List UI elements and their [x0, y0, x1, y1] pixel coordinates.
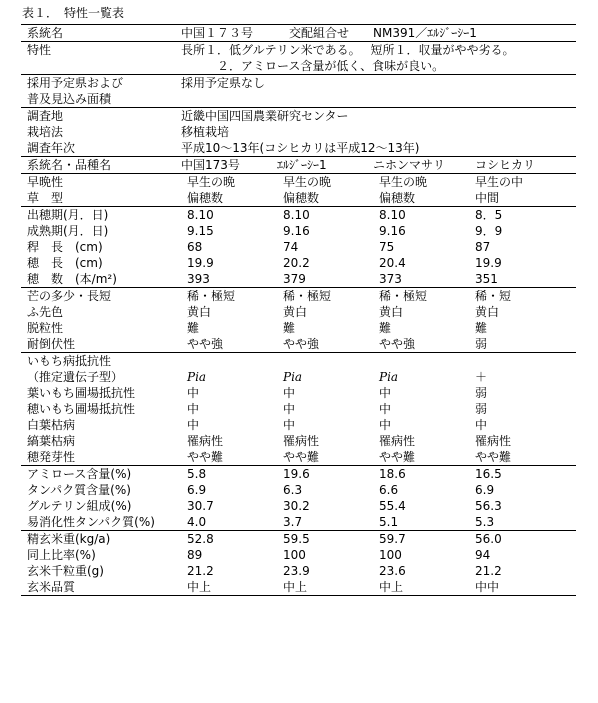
- table-cell: 379: [283, 272, 306, 286]
- table-cell: 18.6: [379, 467, 406, 481]
- table-cell: やや難: [475, 450, 512, 464]
- table-cell: 8.10: [283, 208, 310, 222]
- adopt-row: [21, 75, 576, 91]
- strain-and-cross: 中国１７３号 交配組合せ NM391／ｴﾙｼﾞｰｼｰ1: [181, 26, 477, 40]
- table-cell: 難: [187, 321, 200, 335]
- row-label: 葉いもち圃場抵抗性: [27, 386, 136, 400]
- column-header: コシヒカリ: [475, 158, 536, 172]
- table-cell: 中上: [283, 580, 308, 594]
- table-cell: 罹病性: [379, 434, 416, 448]
- data-group: [21, 206, 576, 287]
- row-label: 調査年次: [27, 141, 76, 155]
- table-cell: 早生の晩: [379, 175, 428, 189]
- table-row: [21, 353, 576, 369]
- table-cell: 56.3: [475, 499, 502, 513]
- row-label: 成熟期(月．日): [27, 224, 109, 238]
- table-cell: 中上: [379, 580, 404, 594]
- data-group: [21, 530, 576, 596]
- row-label: いもち病抵抗性: [27, 354, 112, 368]
- table-cell: 52.8: [187, 532, 214, 546]
- column-header: 中国173号: [181, 158, 240, 172]
- table-cell: 中間: [475, 191, 500, 205]
- table-row: [21, 417, 576, 433]
- table-cell: 黄白: [475, 305, 500, 319]
- table-cell: 罹病性: [475, 434, 512, 448]
- row-label: 系統名・品種名: [27, 158, 112, 172]
- row-label: 出穂期(月．日): [27, 208, 109, 222]
- site-row: [21, 124, 576, 140]
- table-cell: 20.2: [283, 256, 310, 270]
- row-label: 穂 長 (cm): [27, 256, 103, 270]
- table-cell: 中: [283, 402, 296, 416]
- row-label: 調査地: [27, 109, 64, 123]
- table-row: [21, 271, 576, 287]
- table-cell: Pia: [283, 370, 303, 384]
- table-cell: 21.2: [475, 564, 502, 578]
- table-row: [21, 449, 576, 465]
- table-cell: 100: [379, 548, 402, 562]
- data-group: [21, 465, 576, 530]
- table-row: [21, 336, 576, 352]
- row-label: アミロース含量(%): [27, 467, 132, 481]
- site-value: 平成10～13年(コシヒカリは平成12～13年): [181, 141, 420, 155]
- table-row: [21, 563, 576, 579]
- table-cell: 偏穂数: [379, 191, 416, 205]
- row-label: 耐倒伏性: [27, 337, 76, 351]
- trait-line-2: ２．アミロース含量が低く、食味が良い。: [181, 59, 445, 73]
- table-cell: 中: [187, 402, 200, 416]
- row-label: 稈 長 (cm): [27, 240, 103, 254]
- row-label: 玄米品質: [27, 580, 76, 594]
- trait-line-1: 長所１．低グルテリン米である。 短所１．収量がやや劣る。: [181, 43, 515, 57]
- table-cell: 黄白: [187, 305, 212, 319]
- table-cell: 30.7: [187, 499, 214, 513]
- table-row: [21, 385, 576, 401]
- column-header: ｴﾙｼﾞｰｼｰ1: [277, 158, 327, 172]
- row-label: 易消化性タンパク質(%): [27, 515, 155, 529]
- table-cell: 中: [475, 418, 488, 432]
- row-label: 穂発芽性: [27, 450, 76, 464]
- header-row: [21, 25, 576, 41]
- row-label: 普及見込み面積: [27, 92, 112, 106]
- row-label: 早晩性: [27, 175, 64, 189]
- table-cell: 中: [379, 386, 392, 400]
- table-row: [21, 466, 576, 482]
- table-cell: 弱: [475, 386, 488, 400]
- adopt-row: [21, 91, 576, 107]
- adopt-section: [21, 74, 576, 107]
- row-label: 草 型: [27, 191, 64, 205]
- row-label: 栽培法: [27, 125, 64, 139]
- table-cell: 黄白: [379, 305, 404, 319]
- column-header: ニホンマサリ: [373, 158, 446, 172]
- table-cell: 21.2: [187, 564, 214, 578]
- table-cell: 罹病性: [283, 434, 320, 448]
- table-cell: 19.9: [187, 256, 214, 270]
- table-cell: 59.7: [379, 532, 406, 546]
- table-cell: 6.3: [283, 483, 303, 497]
- table-cell: 9.16: [379, 224, 406, 238]
- row-label: 穂いもち圃場抵抗性: [27, 402, 136, 416]
- table-row: [21, 207, 576, 223]
- trait-row: [21, 58, 576, 74]
- site-section: [21, 107, 576, 156]
- table-cell: 351: [475, 272, 498, 286]
- row-label: 縞葉枯病: [27, 434, 76, 448]
- table-cell: 8.10: [187, 208, 214, 222]
- table-row: [21, 320, 576, 336]
- table-cell: 75: [379, 240, 395, 254]
- table-cell: 8．5: [475, 208, 503, 222]
- table-cell: 中: [379, 402, 392, 416]
- table-row: [21, 239, 576, 255]
- table-row: [21, 223, 576, 239]
- table-cell: やや難: [379, 450, 416, 464]
- table-row: [21, 498, 576, 514]
- row-label: 特性: [27, 43, 52, 57]
- table-cell: 55.4: [379, 499, 406, 513]
- row-label: （推定遺伝子型）: [27, 370, 124, 384]
- table-cell: 罹病性: [187, 434, 224, 448]
- table-cell: 中中: [475, 580, 500, 594]
- table-cell: 稀・短: [475, 289, 512, 303]
- column-header-section: [21, 156, 576, 173]
- table-cell: 373: [379, 272, 402, 286]
- table-cell: 19.6: [283, 467, 310, 481]
- table-cell: 20.4: [379, 256, 406, 270]
- table-cell: やや難: [187, 450, 224, 464]
- table-cell: 6.6: [379, 483, 399, 497]
- table-cell: やや強: [283, 337, 320, 351]
- table-cell: 6.9: [187, 483, 207, 497]
- table-row: [21, 482, 576, 498]
- table-row: [21, 579, 576, 595]
- site-value: 移植栽培: [181, 125, 230, 139]
- table-cell: 中上: [187, 580, 212, 594]
- table-cell: 弱: [475, 337, 488, 351]
- row-label: 玄米千粒重(g): [27, 564, 104, 578]
- data-group: [21, 287, 576, 352]
- table-cell: 393: [187, 272, 210, 286]
- row-label: 穂 数 (本/m²): [27, 272, 117, 286]
- table-cell: 早生の晩: [187, 175, 236, 189]
- site-row: [21, 108, 576, 124]
- site-row: [21, 140, 576, 156]
- table-cell: 中: [283, 418, 296, 432]
- table-cell: やや難: [283, 450, 320, 464]
- table-cell: 30.2: [283, 499, 310, 513]
- table-row: [21, 255, 576, 271]
- row-label: ふ先色: [27, 305, 64, 319]
- table-cell: 稀・極短: [187, 289, 236, 303]
- table-cell: 59.5: [283, 532, 310, 546]
- table-row: [21, 514, 576, 530]
- table-cell: 5.3: [475, 515, 495, 529]
- table-cell: 8.10: [379, 208, 406, 222]
- row-label: 芒の多少・長短: [27, 289, 112, 303]
- table-cell: Pia: [379, 370, 399, 384]
- table-cell: 偏穂数: [187, 191, 224, 205]
- trait-row: [21, 42, 576, 58]
- table-cell: 難: [379, 321, 392, 335]
- characteristics-table: [21, 24, 576, 596]
- table-cell: 稀・極短: [283, 289, 332, 303]
- trait-section: [21, 41, 576, 74]
- table-cell: 9．9: [475, 224, 503, 238]
- table-cell: Pia: [187, 370, 207, 384]
- table-cell: 6.9: [475, 483, 495, 497]
- table-row: [21, 190, 576, 206]
- table-cell: 弱: [475, 402, 488, 416]
- data-groups: [21, 173, 576, 596]
- table-cell: 偏穂数: [283, 191, 320, 205]
- table-row: [21, 174, 576, 190]
- table-cell: 74: [283, 240, 299, 254]
- table-row: [21, 433, 576, 449]
- table-cell: 5.1: [379, 515, 399, 529]
- table-cell: 9.15: [187, 224, 214, 238]
- table-row: [21, 369, 576, 385]
- table-title: 表１． 特性一覧表: [22, 6, 125, 20]
- row-label: 精玄米重(kg/a): [27, 532, 111, 546]
- table-cell: 100: [283, 548, 306, 562]
- header-section: [21, 24, 576, 41]
- row-label: タンパク質含量(%): [27, 483, 131, 497]
- table-cell: 19.9: [475, 256, 502, 270]
- table-cell: 16.5: [475, 467, 502, 481]
- table-cell: 87: [475, 240, 491, 254]
- site-value: 近畿中国四国農業研究センター: [181, 109, 349, 123]
- table-cell: やや強: [187, 337, 224, 351]
- table-cell: 黄白: [283, 305, 308, 319]
- data-group: [21, 173, 576, 206]
- table-cell: 9.16: [283, 224, 310, 238]
- adopt-value: 採用予定県なし: [181, 76, 266, 90]
- row-label: グルテリン組成(%): [27, 499, 132, 513]
- data-group: [21, 352, 576, 465]
- row-label: 採用予定県および: [27, 76, 124, 90]
- table-cell: 稀・極短: [379, 289, 428, 303]
- table-row: [21, 304, 576, 320]
- table-cell: 難: [283, 321, 296, 335]
- table-cell: 中: [379, 418, 392, 432]
- table-cell: 4.0: [187, 515, 207, 529]
- row-label: 系統名: [27, 26, 64, 40]
- table-cell: 68: [187, 240, 203, 254]
- table-row: [21, 547, 576, 563]
- row-label: 白葉枯病: [27, 418, 76, 432]
- table-cell: やや強: [379, 337, 416, 351]
- table-cell: 中: [187, 418, 200, 432]
- table-row: [21, 288, 576, 304]
- table-cell: 中: [187, 386, 200, 400]
- table-cell: 56.0: [475, 532, 502, 546]
- table-cell: 難: [475, 321, 488, 335]
- table-cell: 89: [187, 548, 203, 562]
- table-cell: ＋: [475, 370, 488, 384]
- column-header-row: [21, 157, 576, 173]
- table-cell: 早生の中: [475, 175, 524, 189]
- table-cell: 早生の晩: [283, 175, 332, 189]
- row-label: 同上比率(%): [27, 548, 96, 562]
- table-row: [21, 531, 576, 547]
- table-cell: 23.6: [379, 564, 406, 578]
- table-cell: 23.9: [283, 564, 310, 578]
- table-cell: 5.8: [187, 467, 207, 481]
- table-cell: 3.7: [283, 515, 303, 529]
- table-cell: 中: [283, 386, 296, 400]
- table-row: [21, 401, 576, 417]
- row-label: 脱粒性: [27, 321, 64, 335]
- table-cell: 94: [475, 548, 491, 562]
